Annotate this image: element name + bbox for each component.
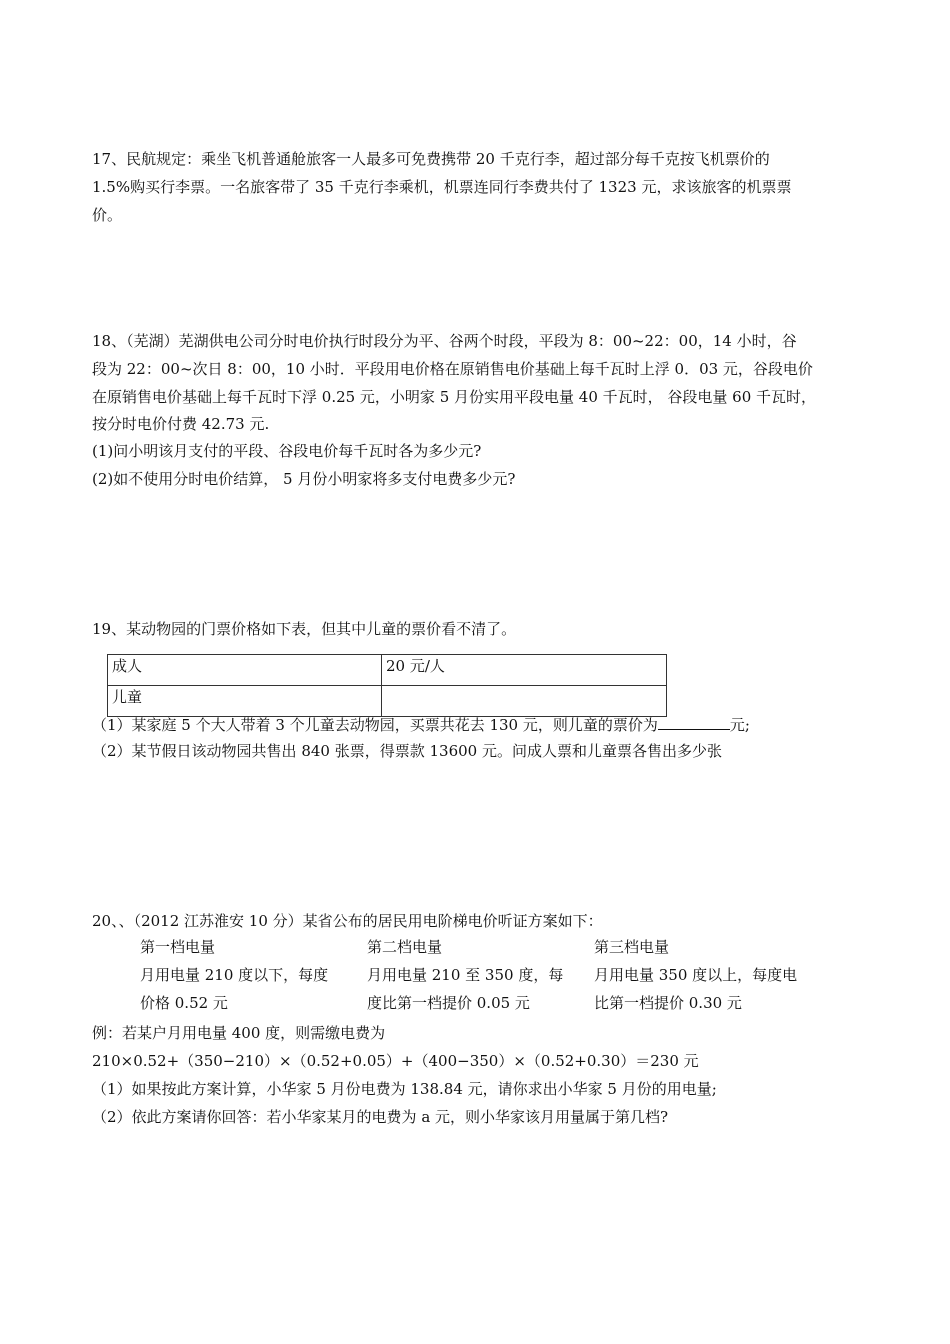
table-cell: 儿童 — [108, 686, 382, 717]
q18-sub-2: (2)如不使用分时电价结算， 5 月份小明家将多支付电费多少元? — [92, 470, 516, 488]
q19-sub-1-text: （1）某家庭 5 个大人带着 3 个儿童去动物园，买票共花去 130 元，则儿童的票价为 — [92, 716, 658, 734]
q19-sub-2: （2）某节假日该动物园共售出 840 张票，得票款 13600 元。问成人票和儿童票各售出多少张 — [92, 742, 722, 760]
q20-example-label: 例：若某户月用电量 400 度，则需缴电费为 — [92, 1024, 386, 1042]
tier-3-title: 第三档电量 — [594, 938, 670, 956]
tier-1-line-2: 价格 0.52 元 — [140, 994, 228, 1012]
answer-blank — [658, 715, 730, 730]
q18-line-1: 18、（芜湖）芜湖供电公司分时电价执行时段分为平、谷两个时段，平段为 8：00~22：00，14 小时，谷 — [92, 332, 797, 350]
table-cell: 成人 — [108, 655, 382, 686]
q19-intro: 19、某动物园的门票价格如下表，但其中儿童的票价看不清了。 — [92, 620, 517, 638]
tier-2-line-2: 度比第一档提价 0.05 元 — [367, 994, 530, 1012]
tier-2-line-1: 月用电量 210 至 350 度，每 — [367, 966, 564, 984]
tier-3-line-1: 月用电量 350 度以上，每度电 — [594, 966, 798, 984]
q17-line-2: 1.5%购买行李票。一名旅客带了 35 千克行李乘机，机票连同行李费共付了 1323 元，求该旅客的机票票 — [92, 178, 792, 196]
q19-sub-1 — [92, 714, 750, 736]
q20-intro: 20、、（2012 江苏淮安 10 分）某省公布的居民用电阶梯电价听证方案如下： — [92, 912, 603, 930]
q18-line-2: 段为 22：00~次日 8：00，10 小时．平段用电价格在原销售电价基础上每千瓦时上浮 0．03 元，谷段电价 — [92, 360, 813, 378]
tier-2-title: 第二档电量 — [367, 938, 443, 956]
q20-example-formula: 210×0.52+（350−210）×（0.52+0.05）+（400−350）×（0.52+0.30）＝230 元 — [92, 1052, 699, 1070]
q19-sub-1-unit: 元; — [729, 716, 750, 734]
tier-1-line-1: 月用电量 210 度以下，每度 — [140, 966, 329, 984]
tier-3-line-2: 比第一档提价 0.30 元 — [594, 994, 742, 1012]
table-row — [108, 686, 667, 717]
q20-sub-2: （2）依此方案请你回答：若小华家某月的电费为 a 元，则小华家该月用量属于第几档? — [92, 1108, 669, 1126]
table-cell — [382, 686, 667, 717]
q17-line-1: 17、民航规定：乘坐飞机普通舱旅客一人最多可免费携带 20 千克行李，超过部分每千克按飞机票价的 — [92, 150, 770, 168]
ticket-price-table — [107, 654, 667, 717]
q18-line-3: 在原销售电价基础上每千瓦时下浮 0.25 元，小明家 5 月份实用平段电量 40 千瓦时， 谷段电量 60 千瓦时， — [92, 388, 817, 406]
q20-sub-1: （1）如果按此方案计算，小华家 5 月份电费为 138.84 元，请你求出小华家 5 月份的用电量; — [92, 1080, 717, 1098]
tier-1-title: 第一档电量 — [140, 938, 216, 956]
q18-sub-1: (1)问小明该月支付的平段、谷段电价每千瓦时各为多少元? — [92, 442, 482, 460]
table-cell: 20 元/人 — [382, 655, 667, 686]
q18-line-4: 按分时电价付费 42.73 元. — [92, 415, 270, 433]
q17-line-3: 价。 — [92, 206, 123, 224]
table-row — [108, 655, 667, 686]
